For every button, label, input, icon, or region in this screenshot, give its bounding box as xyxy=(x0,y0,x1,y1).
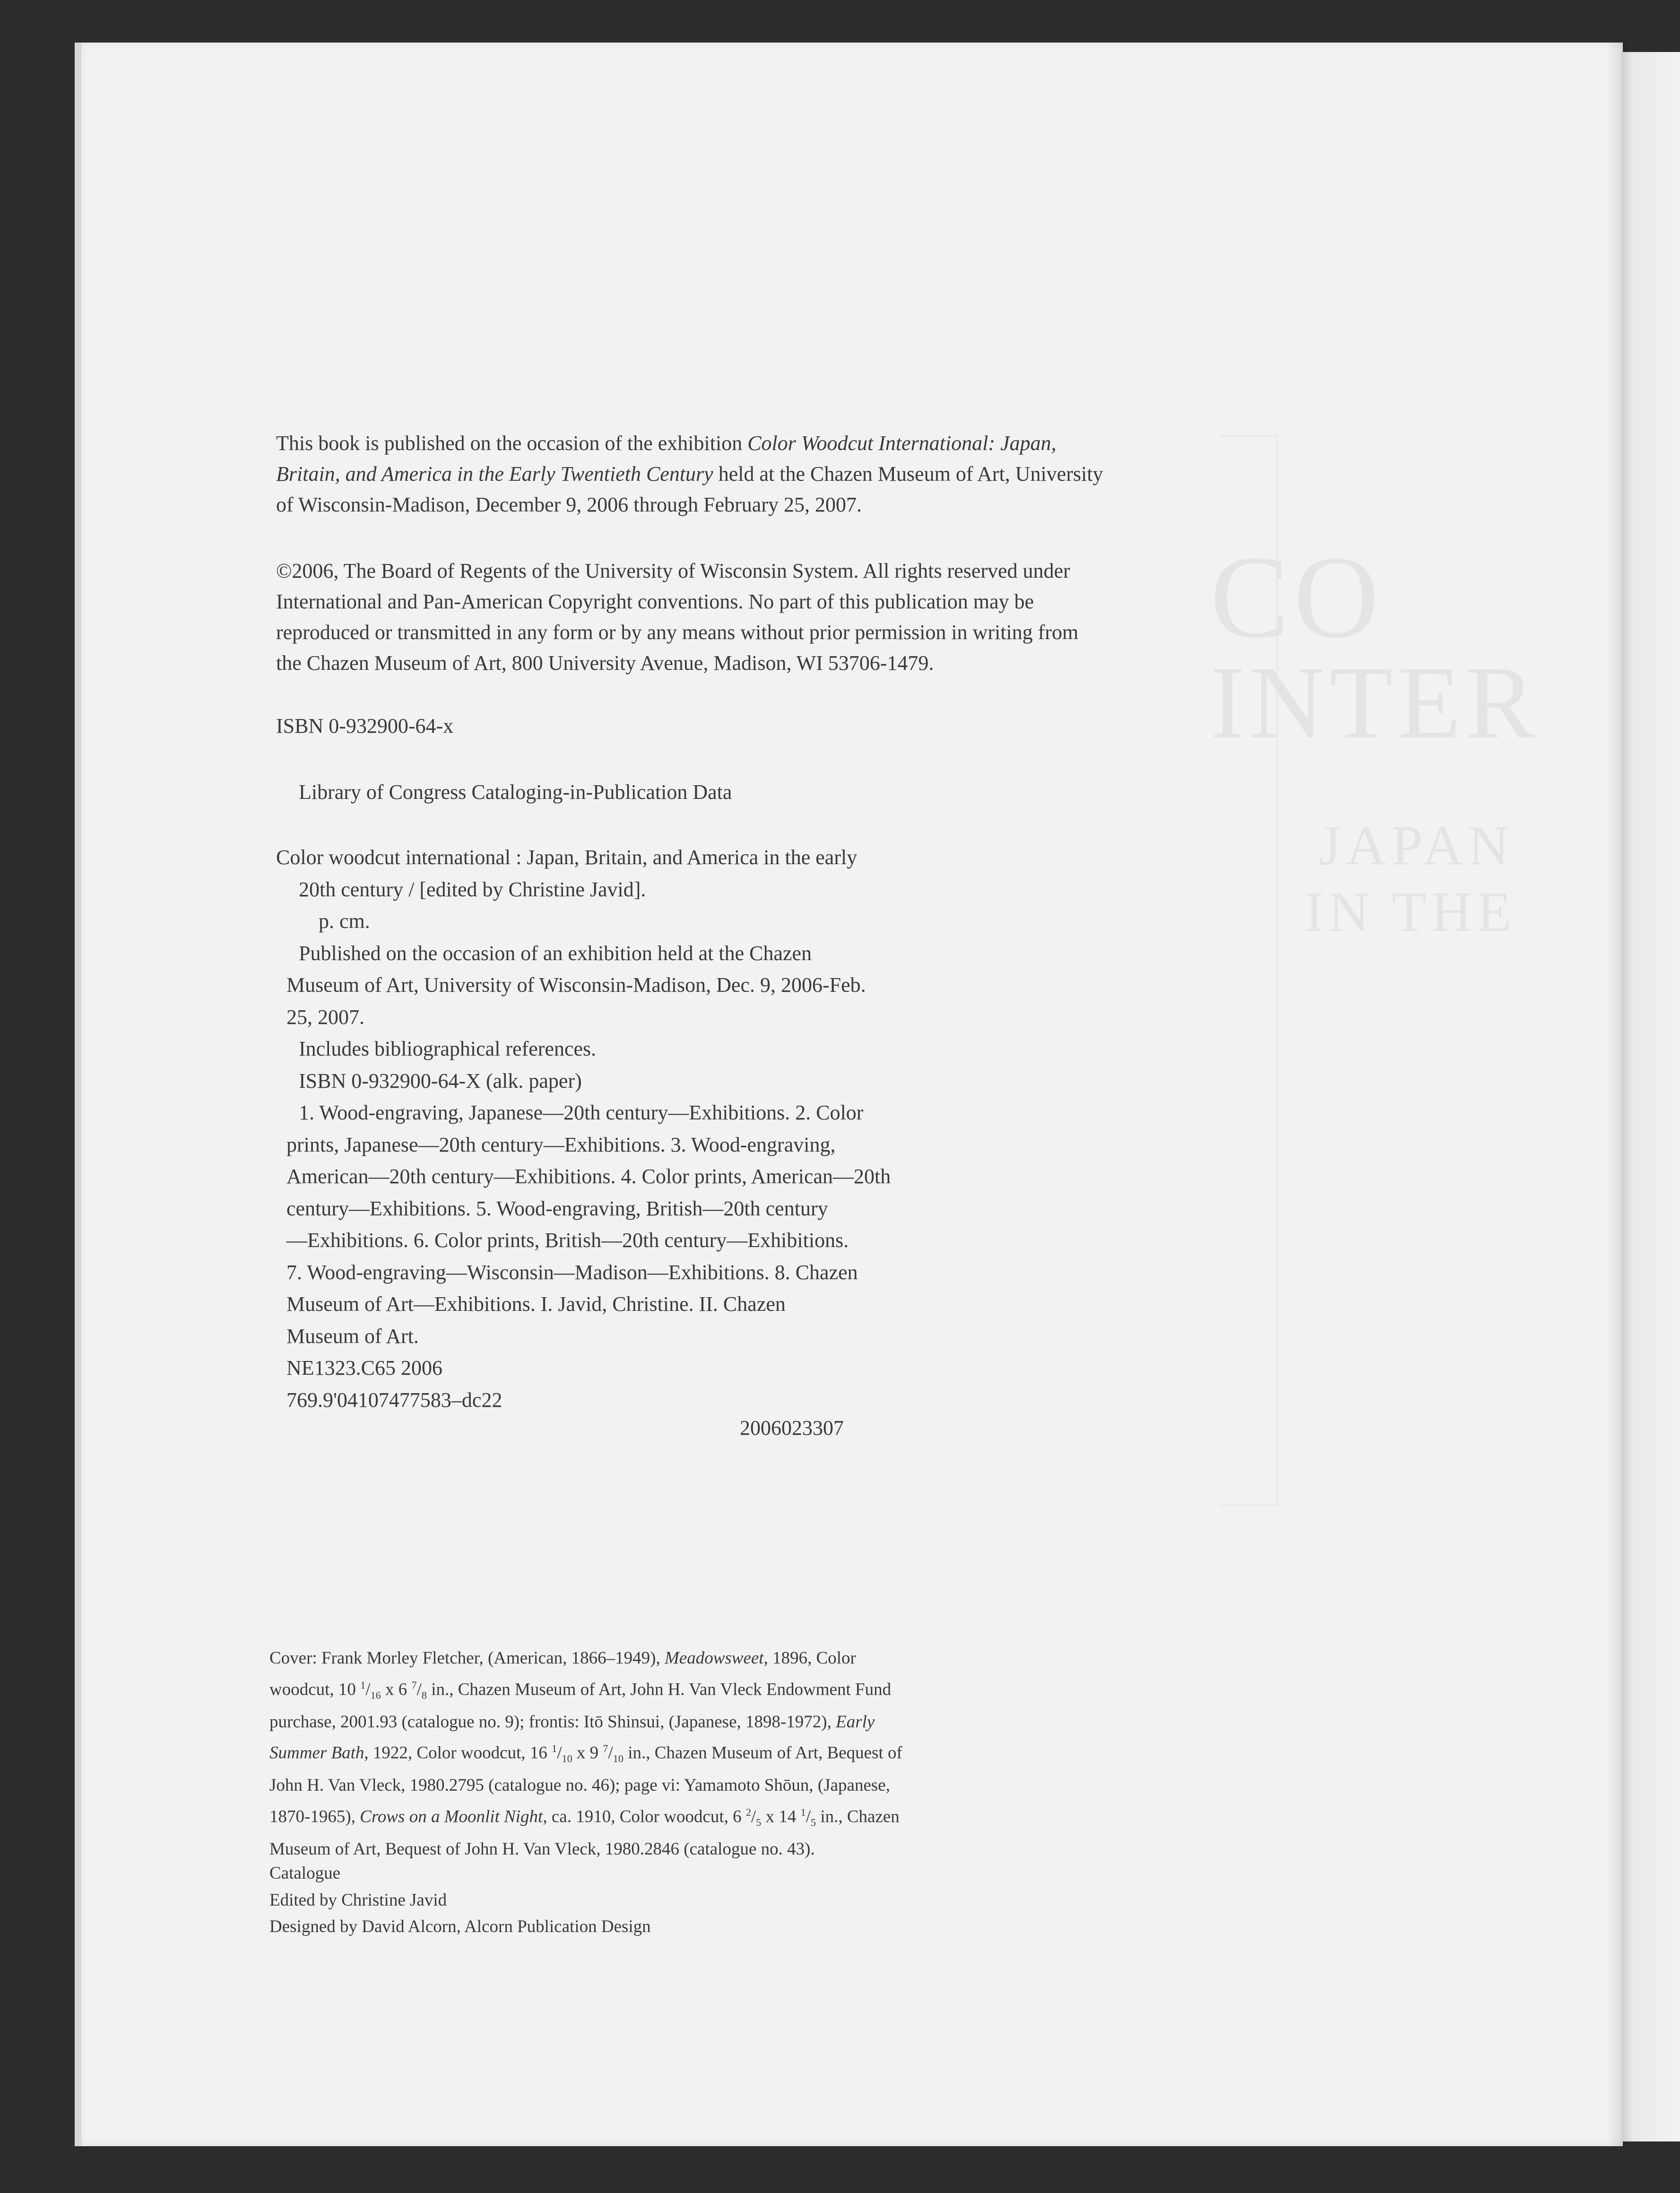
copyright-line: reproduced or transmitted in any form or by any means without prior permission in writing from xyxy=(276,621,1079,644)
cip-line: prints, Japanese—20th century—Exhibitions. 3. Wood-engraving, xyxy=(286,1133,836,1156)
cip-line: Museum of Art—Exhibitions. I. Javid, Christine. II. Chazen xyxy=(286,1292,786,1316)
cip-line: 7. Wood-engraving—Wisconsin—Madison—Exhibitions. 8. Chazen xyxy=(286,1260,858,1284)
cip-heading: Library of Congress Cataloging-in-Publication Data xyxy=(299,780,732,804)
show-through-subtitle-2: IN THE xyxy=(1305,880,1516,943)
cip-data-block xyxy=(276,841,891,1416)
cover-line-1: Cover: Frank Morley Fletcher, (American, 1866–1949), Meadowsweet, 1896, Color xyxy=(269,1648,856,1668)
intro-line-2: Britain, and America in the Early Twentieth Century held at the Chazen Museum of Art, University xyxy=(276,462,1103,485)
catalogue-credits xyxy=(269,1860,651,1941)
facing-page-edge xyxy=(1621,52,1680,2141)
cip-line: Color woodcut international : Japan, Britain, and America in the early xyxy=(276,846,857,869)
cip-line: Museum of Art, University of Wisconsin-Madison, Dec. 9, 2006-Feb. xyxy=(286,973,866,997)
cover-line-6: 1870-1965), Crows on a Moonlit Night, ca. 1910, Color woodcut, 6 $^2/_5$ x 14 $^1/_5$ in., Chazen xyxy=(269,1806,900,1829)
cover-line-3: purchase, 2001.93 (catalogue no. 9); frontis: Itō Shinsui, (Japanese, 1898-1972), Early xyxy=(269,1712,875,1732)
cip-line: Includes bibliographical references. xyxy=(299,1037,597,1060)
cip-line: American—20th century—Exhibitions. 4. Color prints, American—20th xyxy=(286,1165,891,1188)
cip-line: p. cm. xyxy=(319,910,370,933)
credit-line: Designed by David Alcorn, Alcorn Publication Design xyxy=(269,1917,651,1936)
show-through-subtitle-1: JAPAN xyxy=(1319,814,1514,877)
cip-line: —Exhibitions. 6. Color prints, British—20th century—Exhibitions. xyxy=(286,1229,849,1252)
cip-line: 25, 2007. xyxy=(286,1005,364,1029)
cover-line-2: woodcut, 10 $^1/_{16}$ x 6 $^7/_8$ in., Chazen Museum of Art, John H. Van Vleck Endowment Fund xyxy=(269,1679,892,1701)
page-left-edge xyxy=(75,43,81,2146)
lccn-number: 2006023307 xyxy=(740,1416,844,1439)
cip-line: 769.9'04107477583–dc22 xyxy=(286,1388,502,1412)
cover-line-5: John H. Van Vleck, 1980.2795 (catalogue no. 46); page vi: Yamamoto Shōun, (Japanese, xyxy=(269,1776,890,1795)
cip-line: ISBN 0-932900-64-X (alk. paper) xyxy=(299,1069,582,1092)
cover-line-7: Museum of Art, Bequest of John H. Van Vleck, 1980.2846 (catalogue no. 43). xyxy=(269,1839,815,1859)
copyright-paragraph xyxy=(276,555,1078,678)
cover-credit xyxy=(269,1645,902,1863)
cip-line: century—Exhibitions. 5. Wood-engraving, British—20th century xyxy=(286,1196,828,1220)
credit-line: Catalogue xyxy=(269,1864,341,1883)
copyright-line: International and Pan-American Copyright conventions. No part of this publication may be xyxy=(276,590,1034,613)
intro-line-3: of Wisconsin-Madison, December 9, 2006 through February 25, 2007. xyxy=(276,493,862,516)
isbn: ISBN 0-932900-64-x xyxy=(276,714,454,737)
show-through-title-2: INTER xyxy=(1210,645,1540,760)
cip-line: Museum of Art. xyxy=(286,1324,419,1348)
credit-line: Edited by Christine Javid xyxy=(269,1890,447,1910)
intro-line-1: This book is published on the occasion of the exhibition Color Woodcut International: Japan, xyxy=(276,432,1056,455)
cip-line: 1. Wood-engraving, Japanese—20th century—Exhibitions. 2. Color xyxy=(299,1101,864,1124)
cip-line: 20th century / [edited by Christine Javid]. xyxy=(299,877,646,901)
cover-line-4: Summer Bath, 1922, Color woodcut, 16 $^1/_{10}$ x 9 $^7/_{10}$ in., Chazen Museum of Art, Bequest of xyxy=(269,1742,902,1765)
show-through-title-1: CO xyxy=(1210,532,1384,663)
copyright-line: the Chazen Museum of Art, 800 University Avenue, Madison, WI 53706-1479. xyxy=(276,651,934,675)
exhibition-paragraph xyxy=(276,428,1103,520)
cip-line: Published on the occasion of an exhibition held at the Chazen xyxy=(299,941,812,965)
copyright-line: ©2006, The Board of Regents of the University of Wisconsin System. All rights reserved under xyxy=(276,559,1070,582)
cip-line: NE1323.C65 2006 xyxy=(286,1356,442,1379)
